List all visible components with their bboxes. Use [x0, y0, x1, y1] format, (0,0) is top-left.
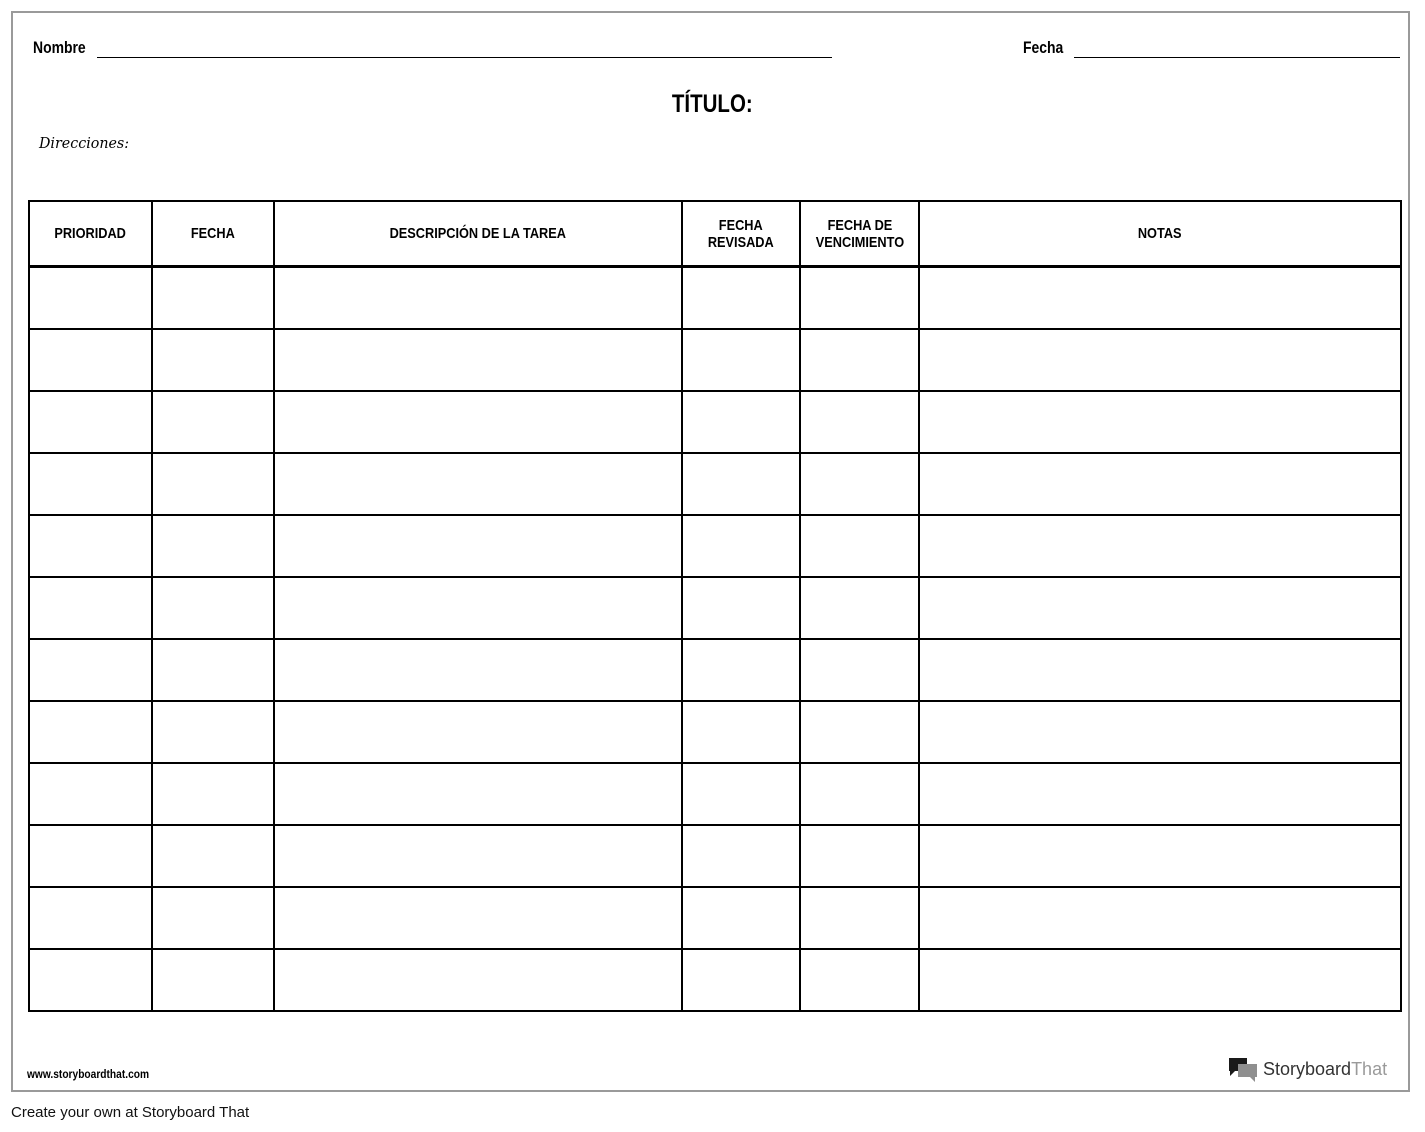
notes-cell[interactable] — [919, 577, 1401, 639]
priority-cell[interactable] — [29, 391, 152, 453]
due-date-cell[interactable] — [800, 949, 919, 1011]
name-label: Nombre — [33, 38, 86, 57]
date-cell[interactable] — [152, 267, 274, 330]
task-description-cell[interactable] — [274, 763, 682, 825]
table-row — [29, 763, 1401, 825]
priority-cell[interactable] — [29, 949, 152, 1011]
due-date-cell[interactable] — [800, 701, 919, 763]
reviewed-date-cell[interactable] — [682, 329, 800, 391]
priority-cell[interactable] — [29, 825, 152, 887]
date-cell[interactable] — [152, 329, 274, 391]
due-date-cell[interactable] — [800, 887, 919, 949]
reviewed-date-cell[interactable] — [682, 825, 800, 887]
table-row — [29, 577, 1401, 639]
task-description-cell[interactable] — [274, 639, 682, 701]
date-cell[interactable] — [152, 391, 274, 453]
date-cell[interactable] — [152, 825, 274, 887]
due-date-cell[interactable] — [800, 639, 919, 701]
column-header-notes: NOTAS — [919, 201, 1401, 267]
table-row — [29, 267, 1401, 330]
due-date-cell[interactable] — [800, 763, 919, 825]
due-date-cell[interactable] — [800, 825, 919, 887]
due-date-cell[interactable] — [800, 329, 919, 391]
table-row — [29, 639, 1401, 701]
priority-cell[interactable] — [29, 639, 152, 701]
due-date-cell[interactable] — [800, 391, 919, 453]
date-label: Fecha — [1023, 38, 1064, 57]
reviewed-date-cell[interactable] — [682, 267, 800, 330]
column-header-reviewed-date: FECHA REVISADA — [682, 201, 800, 267]
priority-cell[interactable] — [29, 887, 152, 949]
date-cell[interactable] — [152, 701, 274, 763]
logo-text-storyboard: Storyboard — [1263, 1058, 1352, 1079]
task-table — [28, 200, 1402, 1012]
directions-label: Direcciones: — [39, 134, 130, 152]
task-description-cell[interactable] — [274, 329, 682, 391]
table-row — [29, 825, 1401, 887]
table-row — [29, 701, 1401, 763]
task-description-cell[interactable] — [274, 267, 682, 330]
due-date-cell[interactable] — [800, 267, 919, 330]
table-row — [29, 391, 1401, 453]
date-cell[interactable] — [152, 763, 274, 825]
priority-cell[interactable] — [29, 701, 152, 763]
notes-cell[interactable] — [919, 391, 1401, 453]
notes-cell[interactable] — [919, 887, 1401, 949]
task-description-cell[interactable] — [274, 825, 682, 887]
name-blank-line[interactable] — [97, 57, 832, 58]
column-header-task-description: DESCRIPCIÓN DE LA TAREA — [274, 201, 682, 267]
reviewed-date-cell[interactable] — [682, 701, 800, 763]
date-cell[interactable] — [152, 577, 274, 639]
speech-bubbles-icon — [1227, 1055, 1259, 1083]
notes-cell[interactable] — [919, 949, 1401, 1011]
priority-cell[interactable] — [29, 577, 152, 639]
priority-cell[interactable] — [29, 453, 152, 515]
task-description-cell[interactable] — [274, 701, 682, 763]
priority-cell[interactable] — [29, 515, 152, 577]
logo-text-that: That — [1351, 1058, 1388, 1079]
notes-cell[interactable] — [919, 639, 1401, 701]
task-description-cell[interactable] — [274, 887, 682, 949]
date-cell[interactable] — [152, 887, 274, 949]
priority-cell[interactable] — [29, 763, 152, 825]
column-header-due-date: FECHA DE VENCIMIENTO — [800, 201, 919, 267]
due-date-cell[interactable] — [800, 515, 919, 577]
notes-cell[interactable] — [919, 453, 1401, 515]
notes-cell[interactable] — [919, 515, 1401, 577]
table-row — [29, 515, 1401, 577]
table-row — [29, 329, 1401, 391]
priority-cell[interactable] — [29, 329, 152, 391]
notes-cell[interactable] — [919, 267, 1401, 330]
due-date-cell[interactable] — [800, 577, 919, 639]
reviewed-date-cell[interactable] — [682, 639, 800, 701]
reviewed-date-cell[interactable] — [682, 453, 800, 515]
column-header-date: FECHA — [152, 201, 274, 267]
page-title — [0, 90, 1425, 119]
table-row — [29, 887, 1401, 949]
reviewed-date-cell[interactable] — [682, 887, 800, 949]
column-header-priority: PRIORIDAD — [29, 201, 152, 267]
date-blank-line[interactable] — [1074, 57, 1400, 58]
task-description-cell[interactable] — [274, 391, 682, 453]
reviewed-date-cell[interactable] — [682, 515, 800, 577]
task-description-cell[interactable] — [274, 577, 682, 639]
reviewed-date-cell[interactable] — [682, 577, 800, 639]
reviewed-date-cell[interactable] — [682, 763, 800, 825]
task-description-cell[interactable] — [274, 453, 682, 515]
priority-cell[interactable] — [29, 267, 152, 330]
date-cell[interactable] — [152, 515, 274, 577]
task-description-cell[interactable] — [274, 515, 682, 577]
credit-link[interactable]: Create your own at Storyboard That — [11, 1104, 250, 1121]
notes-cell[interactable] — [919, 329, 1401, 391]
date-cell[interactable] — [152, 949, 274, 1011]
reviewed-date-cell[interactable] — [682, 391, 800, 453]
notes-cell[interactable] — [919, 763, 1401, 825]
page-title-text: TÍTULO: — [672, 90, 753, 118]
footer-url: www.storyboardthat.com — [27, 1067, 150, 1081]
due-date-cell[interactable] — [800, 453, 919, 515]
notes-cell[interactable] — [919, 701, 1401, 763]
storyboardthat-logo — [1227, 1055, 1387, 1083]
table-row — [29, 949, 1401, 1011]
table-header-row — [29, 201, 1401, 267]
date-cell[interactable] — [152, 639, 274, 701]
table-row — [29, 453, 1401, 515]
notes-cell[interactable] — [919, 825, 1401, 887]
task-description-cell[interactable] — [274, 949, 682, 1011]
reviewed-date-cell[interactable] — [682, 949, 800, 1011]
table-body — [29, 267, 1401, 1012]
date-cell[interactable] — [152, 453, 274, 515]
